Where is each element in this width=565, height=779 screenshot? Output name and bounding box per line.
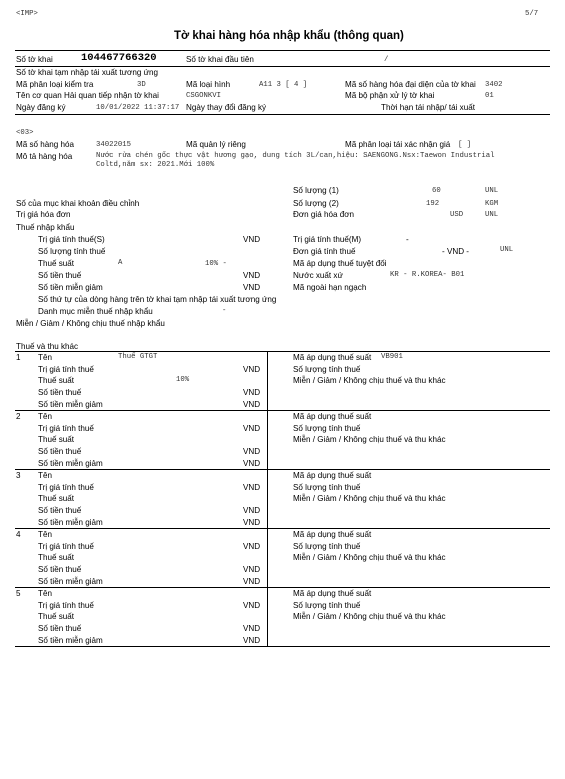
divider <box>15 114 550 115</box>
so-tien-thue-label: Số tiền thuế <box>38 506 82 515</box>
nuoc-xuat-xu-label: Nước xuất xứ <box>293 271 343 280</box>
bo-phan-label: Mã bộ phận xử lý tờ khai <box>345 91 435 100</box>
co-quan-value: CSGONKVI <box>186 92 222 100</box>
thoi-han-label: Thời hạn tái nhập/ tái xuất <box>381 103 475 112</box>
ngay-dk-label: Ngày đăng ký <box>16 103 66 112</box>
so-to-khai-label: Số tờ khai <box>16 55 53 64</box>
ten-label: Tên <box>38 353 52 362</box>
mien-giam-label: Số tiền miễn giảm <box>38 577 103 586</box>
dieu-chinh-label: Số của mục khai khoản điều chỉnh <box>16 199 140 208</box>
vnd-label: VND <box>243 400 261 409</box>
bo-phan-value: 01 <box>485 92 494 100</box>
vnd-label: VND <box>243 624 261 633</box>
vnd-label: VND <box>243 283 261 292</box>
mien-giam-label: Số tiền miễn giảm <box>38 283 103 292</box>
vnd-label: VND <box>243 447 261 456</box>
dgtt-label: Đơn giá tính thuế <box>293 247 356 256</box>
thue-suat-label: Thuế suất <box>38 259 74 268</box>
ma-ap-dung-label: Mã áp dụng thuế suất <box>293 353 372 362</box>
ngay-dk-value: 10/01/2022 11:37:17 <box>96 104 180 112</box>
sltt-label: Số lượng tính thuế <box>293 365 361 374</box>
sl2-unit: KGM <box>485 200 499 208</box>
thue-nk-label: Thuế nhập khẩu <box>16 223 75 232</box>
tax-row-number: 5 <box>16 589 21 598</box>
thue-suat-label: Thuế suất <box>38 376 74 385</box>
vnd-label: VND <box>243 271 261 280</box>
divider <box>15 50 550 51</box>
sltt-label: Số lượng tính thuế <box>293 424 361 433</box>
mgk-label: Miễn / Giảm / Không chịu thuế và thu khác <box>293 435 446 444</box>
thue-suat-label: Thuế suất <box>38 494 74 503</box>
tri-gia-hd-label: Trị giá hóa đơn <box>16 210 71 219</box>
tax-row-number: 4 <box>16 530 21 539</box>
danh-muc-label: Danh mục miễn thuế nhập khẩu <box>38 307 153 316</box>
ma-ap-dung-value: VB901 <box>381 353 403 361</box>
so-to-khai-value: 104467766320 <box>81 52 157 64</box>
dgtt-value: - VND - <box>442 247 469 256</box>
so-tien-thue-label: Số tiền thuế <box>38 624 82 633</box>
ngoai-han-ngach-label: Mã ngoài hạn ngạch <box>293 283 367 292</box>
sltt-label: Số lượng tính thuế <box>293 542 361 551</box>
tax-row-number: 3 <box>16 471 21 480</box>
vnd-label: VND <box>243 518 261 527</box>
dai-dien-value: 3402 <box>485 81 503 89</box>
mo-ta-line2: Coltd,năm sx: 2021.Mới 100% <box>96 161 215 169</box>
tax-column-divider <box>267 410 268 469</box>
mien-giam-label: Số tiền miễn giảm <box>38 400 103 409</box>
tax-row-divider <box>15 469 550 470</box>
so-dau-tien-value: / <box>384 56 389 64</box>
vnd-label: VND <box>243 235 261 244</box>
ma-hang-label: Mã số hàng hóa <box>16 140 75 149</box>
ma-ap-dung-label: Mã áp dụng thuế suất <box>293 530 372 539</box>
ten-label: Tên <box>38 530 52 539</box>
danh-muc-value: - <box>222 307 227 315</box>
tax-row-divider <box>15 528 550 529</box>
vnd-label: VND <box>243 365 261 374</box>
thue-suat-value: 10% <box>176 376 190 384</box>
dai-dien-label: Mã số hàng hóa đại diện của tờ khai <box>345 80 476 89</box>
nuoc-xuat-xu-value: KR - R.KOREA- B01 <box>390 271 465 279</box>
tam-nhap-label: Số tờ khai tạm nhập tái xuất tương ứng <box>16 68 159 77</box>
tgtt-m-value: - <box>406 235 409 244</box>
ma-ap-dung-label: Mã áp dụng thuế suất <box>293 471 372 480</box>
mgk-label: Miễn / Giảm / Không chịu thuế và thu khác <box>293 376 446 385</box>
sl1-label: Số lượng (1) <box>293 186 339 195</box>
loai-hinh-value: A11 3 [ 4 ] <box>259 81 308 89</box>
don-gia-hd-unit: UNL <box>485 211 499 219</box>
thue-suat-label: Thuế suất <box>38 612 74 621</box>
mien-giam-label: Số tiền miễn giảm <box>38 636 103 645</box>
don-gia-hd-currency: USD <box>450 211 464 219</box>
thue-suat-label: Thuế suất <box>38 553 74 562</box>
tax-column-divider <box>267 528 268 587</box>
page-number: 5/7 <box>525 10 539 18</box>
thue-suat-label: Thuế suất <box>38 435 74 444</box>
mgk-label: Miễn / Giảm / Không chịu thuế và thu khác <box>293 553 446 562</box>
form-code: <IMP> <box>16 10 38 18</box>
tgtt-label: Trị giá tính thuế <box>38 365 94 374</box>
vnd-label: VND <box>243 636 261 645</box>
vnd-label: VND <box>243 459 261 468</box>
sltt-label: Số lượng tính thuế <box>293 601 361 610</box>
ma-ap-dung-label: Mã áp dụng thuế suất <box>293 412 372 421</box>
page-title: Tờ khai hàng hóa nhập khẩu (thông quan) <box>174 30 404 42</box>
quan-ly-label: Mã quản lý riêng <box>186 140 246 149</box>
so-tien-thue-label: Số tiền thuế <box>38 388 82 397</box>
loai-hinh-label: Mã loại hình <box>186 80 231 89</box>
mgk-label: Miễn / Giảm / Không chịu thuế và thu khác <box>293 612 446 621</box>
divider <box>15 66 550 67</box>
xac-nhan-label: Mã phân loại tái xác nhận giá <box>345 140 451 149</box>
vnd-label: VND <box>243 388 261 397</box>
mien-giam-label: Số tiền miễn giảm <box>38 518 103 527</box>
kiem-tra-label: Mã phân loại kiểm tra <box>16 80 94 89</box>
tax-column-divider <box>267 469 268 528</box>
vnd-label: VND <box>243 483 261 492</box>
tax-row-number: 1 <box>16 353 21 362</box>
thue-suat-code: A <box>118 259 123 267</box>
tgtt-label: Trị giá tính thuế <box>38 601 94 610</box>
vnd-label: VND <box>243 506 261 515</box>
tgtt-label: Trị giá tính thuế <box>38 483 94 492</box>
ma-hang-value: 34022015 <box>96 141 132 149</box>
tgtt-s-label: Trị giá tính thuế(S) <box>38 235 105 244</box>
so-tien-thue-label: Số tiền thuế <box>38 447 82 456</box>
dgtt-unit: UNL <box>500 246 514 254</box>
so-tien-thue-label: Số tiền thuế <box>38 565 82 574</box>
ten-value: Thuế GTGT <box>118 353 158 361</box>
tax-column-divider <box>267 587 268 646</box>
tax-row-divider <box>15 410 550 411</box>
tax-row-number: 2 <box>16 412 21 421</box>
tax-row-divider <box>15 646 550 647</box>
tgtt-label: Trị giá tính thuế <box>38 424 94 433</box>
tgtt-label: Trị giá tính thuế <box>38 542 94 551</box>
kiem-tra-value: 3D <box>137 81 146 89</box>
sltt-label: Số lượng tính thuế <box>293 483 361 492</box>
vnd-label: VND <box>243 601 261 610</box>
sltt-label: Số lượng tính thuế <box>38 247 106 256</box>
ten-label: Tên <box>38 589 52 598</box>
mien-giam-label: Số tiền miễn giảm <box>38 459 103 468</box>
so-tien-thue-label: Số tiền thuế <box>38 271 82 280</box>
mo-ta-line1: Nước rửa chén gốc thực vật hương gạo, dung tích 3L/can,hiệu: SAENGONG.Nsx:Taewon Industrial <box>96 152 495 160</box>
so-thu-tu-label: Số thứ tự của dòng hàng trên tờ khai tạm nhập tái xuất tương ứng <box>38 295 277 304</box>
sl1-value: 60 <box>432 187 441 195</box>
thue-thu-khac-label: Thuế và thu khác <box>16 342 79 351</box>
ten-label: Tên <box>38 471 52 480</box>
sl2-label: Số lượng (2) <box>293 199 339 208</box>
tax-column-divider <box>267 351 268 410</box>
ngay-thay-doi-label: Ngày thay đổi đăng ký <box>186 103 267 112</box>
so-dau-tien-label: Số tờ khai đầu tiên <box>186 55 254 64</box>
ten-label: Tên <box>38 412 52 421</box>
don-gia-hd-label: Đơn giá hóa đơn <box>293 210 355 219</box>
tax-row-divider <box>15 351 550 352</box>
vnd-label: VND <box>243 565 261 574</box>
thue-suat-value: 10% - <box>205 260 227 268</box>
vnd-label: VND <box>243 424 261 433</box>
item-section: <03> <box>16 129 34 137</box>
ma-ap-dung-label: Mã áp dụng thuế suất <box>293 589 372 598</box>
co-quan-label: Tên cơ quan Hải quan tiếp nhận tờ khai <box>16 91 159 100</box>
tuyet-doi-label: Mã áp dụng thuế tuyệt đối <box>293 259 387 268</box>
tgtt-m-label: Trị giá tính thuế(M) <box>293 235 362 244</box>
vnd-label: VND <box>243 577 261 586</box>
vnd-label: VND <box>243 542 261 551</box>
mien-giam-kct-label: Miễn / Giảm / Không chịu thuế nhập khẩu <box>16 319 165 328</box>
sl1-unit: UNL <box>485 187 499 195</box>
mo-ta-label: Mô tả hàng hóa <box>16 152 73 161</box>
sl2-value: 192 <box>426 200 440 208</box>
mgk-label: Miễn / Giảm / Không chịu thuế và thu khác <box>293 494 446 503</box>
tax-row-divider <box>15 587 550 588</box>
xac-nhan-value: [ ] <box>458 141 472 149</box>
